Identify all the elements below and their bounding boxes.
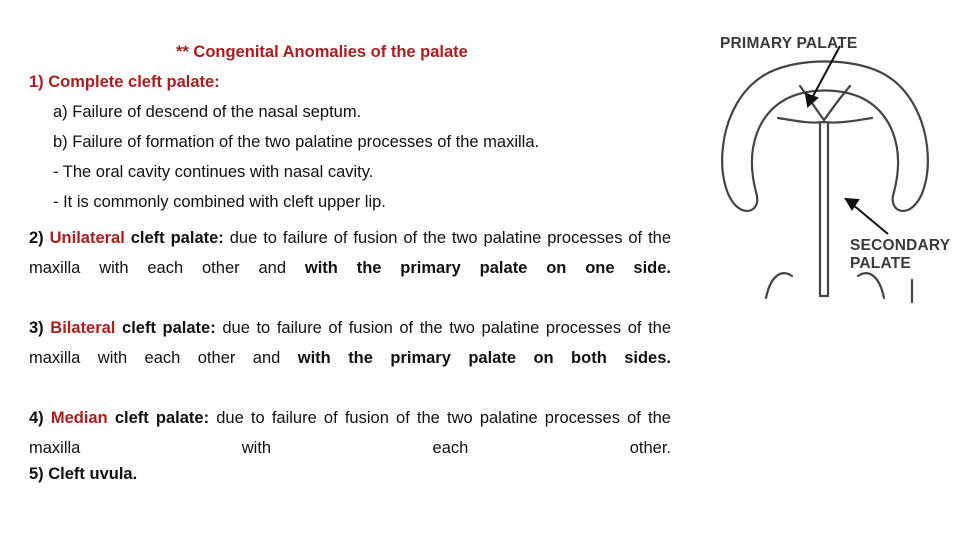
section-3-bold-end: with the primary palate on both sides. (297, 349, 671, 367)
section-3-term: Bilateral (50, 319, 116, 337)
arrow-primary-head (806, 94, 817, 106)
section-1-item-d: - It is commonly combined with cleft upper lip. (53, 193, 386, 211)
section-5-title: 5) Cleft uvula. (29, 465, 138, 483)
section-2-bold-end: with the primary palate on one side. (304, 259, 671, 277)
outer-arch (722, 62, 928, 211)
section-1-item-a: a) Failure of descend of the nasal septum. (53, 103, 362, 121)
section-4-term: Median (50, 409, 108, 427)
primary-palate-right (824, 118, 872, 123)
section-2-paragraph (29, 223, 671, 283)
section-1-item-c: - The oral cavity continues with nasal cavity. (53, 163, 374, 181)
section-2-term: Unilateral (49, 229, 125, 247)
section-3-label: cleft palate: (122, 319, 216, 337)
section-3-text: due to failure of fusion of the two palatine processes of the maxilla with each other and (29, 319, 671, 367)
midline (820, 124, 828, 296)
palate-drawing (700, 28, 960, 328)
lower-right (858, 273, 884, 298)
section-4-label: cleft palate: (114, 409, 210, 427)
page-title: ** Congenital Anomalies of the palate (176, 43, 468, 61)
section-4-paragraph (29, 403, 671, 463)
palate-diagram (700, 28, 960, 328)
section-2-label: cleft palate: (130, 229, 224, 247)
section-4-number: 4) (29, 409, 44, 427)
section-2-text: due to failure of fusion of the two palatine processes of the maxilla with each other and (29, 229, 671, 277)
section-3-paragraph (29, 313, 671, 373)
section-4-text: due to failure of fusion of the two palatine processes of the maxilla with each other. (29, 409, 671, 457)
label-primary-palate: PRIMARY PALATE (720, 35, 858, 52)
section-3-number: 3) (29, 319, 44, 337)
label-secondary-line1: SECONDARY (850, 237, 951, 254)
arrow-secondary-line (852, 204, 888, 234)
lower-left (766, 273, 792, 298)
primary-palate-left (778, 118, 824, 123)
label-secondary-line2: PALATE (850, 255, 911, 272)
section-1-item-b: b) Failure of formation of the two palatine processes of the maxilla. (53, 133, 540, 151)
section-2-number: 2) (29, 229, 44, 247)
section-1-title: 1) Complete cleft palate: (29, 73, 220, 91)
